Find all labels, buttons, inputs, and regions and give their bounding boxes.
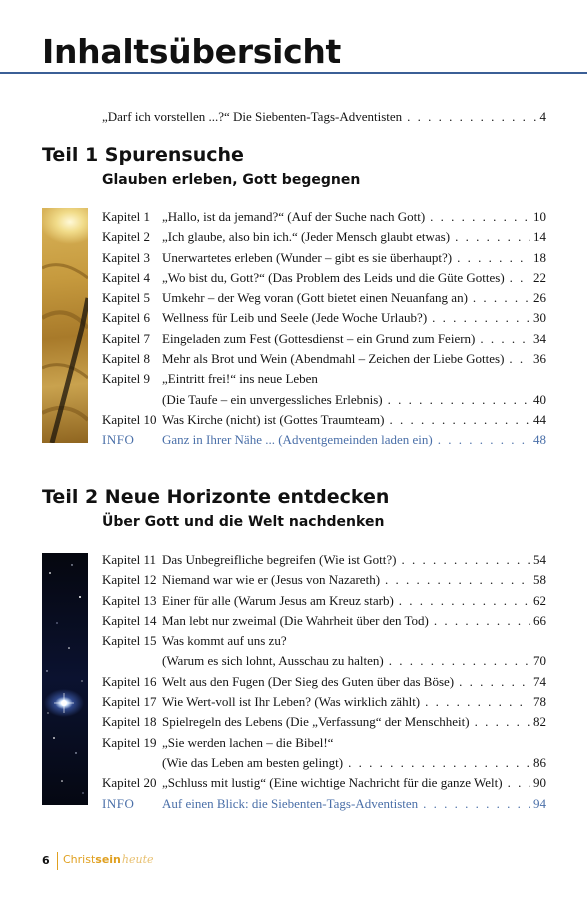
part-2-subtitle: Über Gott und die Welt nachdenken [102, 514, 385, 530]
toc-entry-continuation[interactable] [102, 753, 546, 773]
entry-title: „Schluss mit lustig“ (Eine wichtige Nachricht für die ganze Welt) [162, 775, 503, 791]
entry-title: Man lebt nur zweimal (Die Wahrheit über den Tod) [162, 612, 429, 628]
entry-title: „Darf ich vorstellen ...?“ Die Siebenten-Tags-Adventisten [102, 109, 403, 124]
toc-entry[interactable] [102, 308, 546, 328]
page-number: 62 [533, 592, 546, 608]
dot-leader [438, 430, 530, 450]
entry-title: Welt aus den Fugen (Der Sieg des Guten über das Böse) [162, 673, 455, 689]
chapter-label: Kapitel 8 [102, 351, 151, 367]
entry-title: „Hallo, ist da jemand?“ (Auf der Suche nach Gott) [162, 209, 426, 224]
page-number: 10 [533, 209, 546, 224]
dot-leader [425, 692, 530, 712]
info-label: INFO [102, 795, 135, 811]
toc-entry[interactable] [102, 773, 546, 793]
part-1-subtitle: Glauben erleben, Gott begegnen [102, 172, 361, 188]
toc-entry[interactable] [102, 248, 546, 268]
chapter-label: Kapitel 9 [102, 371, 151, 387]
brand-part-heute: heute [121, 853, 154, 866]
toc-entry[interactable] [102, 410, 546, 430]
dot-leader [407, 108, 536, 126]
page-title: Inhaltsübersicht [42, 32, 342, 71]
part-2-heading: Teil 2 Neue Horizonte entdecken [42, 486, 390, 508]
dot-leader [389, 410, 530, 430]
entry-title: (Die Taufe – ein unvergessliches Erlebnis) [162, 391, 383, 407]
chapter-label: Kapitel 2 [102, 229, 151, 245]
entry-title: (Warum es sich lohnt, Ausschau zu halten) [162, 653, 384, 669]
page-number: 66 [533, 612, 546, 628]
page-number: 86 [533, 754, 546, 770]
toc-entry[interactable] [102, 268, 546, 288]
starfield-illustration [42, 553, 88, 805]
brand-part-christ: Christ [63, 853, 96, 866]
chapter-label: Kapitel 17 [102, 694, 157, 710]
chapter-label: Kapitel 10 [102, 411, 157, 427]
entry-title: Einer für alle (Warum Jesus am Kreuz starb) [162, 592, 394, 608]
brand-part-sein: sein [95, 853, 121, 866]
toc-entry[interactable] [102, 369, 546, 389]
toc-entry-continuation[interactable] [102, 651, 546, 671]
dot-leader [455, 227, 530, 247]
entry-title: Wie Wert-voll ist Ihr Leben? (Was wirklich zählt) [162, 694, 421, 710]
toc-entry[interactable] [102, 692, 546, 712]
chapter-label: Kapitel 12 [102, 572, 157, 588]
page-number: 94 [533, 795, 546, 811]
toc-entry[interactable] [102, 591, 546, 611]
dot-leader [480, 329, 530, 349]
dot-leader [510, 268, 530, 288]
info-label: INFO [102, 432, 135, 448]
part-2-image [42, 553, 88, 805]
entry-title: „Ich glaube, also bin ich.“ (Jeder Mensch glaubt etwas) [162, 229, 451, 245]
chapter-label: Kapitel 13 [102, 592, 157, 608]
entry-title: Was kommt auf uns zu? [162, 633, 287, 649]
toc-entry-continuation[interactable] [102, 390, 546, 410]
page-number: 4 [539, 109, 546, 124]
entry-title: Das Unbegreifliche begreifen (Wie ist Gott?) [162, 552, 397, 567]
entry-title: Umkehr – der Weg voran (Gott bietet einen Neuanfang an) [162, 290, 468, 306]
chapter-label: Kapitel 11 [102, 552, 157, 567]
toc-entry[interactable] [102, 712, 546, 732]
toc-entry[interactable] [102, 611, 546, 631]
chapter-label: Kapitel 20 [102, 775, 157, 791]
page-number: 18 [533, 249, 546, 265]
toc-entry[interactable] [102, 631, 546, 651]
footer-divider [57, 852, 58, 870]
sand-wave-illustration [42, 208, 88, 443]
chapter-label: Kapitel 19 [102, 734, 157, 750]
page-number: 44 [533, 411, 546, 427]
toc-list-part-1 [102, 207, 546, 451]
part-1-heading: Teil 1 Spurensuche [42, 144, 244, 166]
chapter-label: Kapitel 5 [102, 290, 151, 306]
dot-leader [399, 591, 530, 611]
dot-leader [508, 773, 530, 793]
toc-entry[interactable] [102, 207, 546, 227]
dot-leader [385, 570, 530, 590]
page-number: 78 [533, 694, 546, 710]
entry-title: Was Kirche (nicht) ist (Gottes Traumteam) [162, 411, 385, 427]
dot-leader [434, 611, 530, 631]
entry-title: Eingeladen zum Fest (Gottesdienst – ein Grund zum Feiern) [162, 330, 476, 346]
dot-leader [388, 390, 530, 410]
dot-leader [401, 550, 530, 570]
toc-entry[interactable] [102, 329, 546, 349]
entry-title: Wellness für Leib und Seele (Jede Woche Urlaub?) [162, 310, 428, 326]
dot-leader [459, 672, 530, 692]
footer-page-number: 6 [42, 854, 50, 867]
page-number: 30 [533, 310, 546, 326]
chapter-label: Kapitel 15 [102, 633, 157, 649]
toc-entry[interactable] [102, 349, 546, 369]
toc-entry[interactable] [102, 227, 546, 247]
dot-leader [432, 308, 530, 328]
dot-leader [473, 288, 530, 308]
chapter-label: Kapitel 4 [102, 269, 151, 285]
chapter-label: Kapitel 16 [102, 673, 157, 689]
footer-brand-logo [63, 853, 154, 866]
page-number: 14 [533, 229, 546, 245]
toc-entry[interactable] [102, 733, 546, 753]
page-number: 70 [533, 653, 546, 669]
page-number: 90 [533, 775, 546, 791]
entry-title: Auf einen Blick: die Siebenten-Tags-Adventisten [162, 795, 419, 811]
title-rule [0, 72, 587, 74]
toc-list-part-2 [102, 550, 546, 814]
entry-title: Spielregeln des Lebens (Die „Verfassung“ der Menschheit) [162, 714, 470, 730]
part-1-image [42, 208, 88, 443]
entry-title: „Wo bist du, Gott?“ (Das Problem des Leids und die Güte Gottes) [162, 269, 505, 285]
page-number: 36 [533, 351, 546, 367]
entry-title: „Sie werden lachen – die Bibel!“ [162, 734, 334, 750]
entry-title: (Wie das Leben am besten gelingt) [162, 754, 344, 770]
page-number: 82 [533, 714, 546, 730]
toc-entry[interactable] [102, 570, 546, 590]
dot-leader [389, 651, 530, 671]
chapter-label: Kapitel 14 [102, 612, 157, 628]
chapter-label: Kapitel 3 [102, 249, 151, 265]
chapter-label: Kapitel 6 [102, 310, 151, 326]
toc-entry[interactable] [102, 288, 546, 308]
page-number: 26 [533, 290, 546, 306]
dot-leader [509, 349, 530, 369]
chapter-label: Kapitel 1 [102, 209, 151, 224]
entry-title: Ganz in Ihrer Nähe ... (Adventgemeinden laden ein) [162, 432, 433, 448]
entry-title: Mehr als Brot und Wein (Abendmahl – Zeichen der Liebe Gottes) [162, 351, 505, 367]
chapter-label: Kapitel 18 [102, 714, 157, 730]
page-number: 48 [533, 432, 546, 448]
entry-title: „Eintritt frei!“ ins neue Leben [162, 371, 318, 387]
entry-title: Unerwartetes erleben (Wunder – gibt es sie überhaupt?) [162, 249, 453, 265]
chapter-label: Kapitel 7 [102, 330, 151, 346]
page-number: 54 [533, 552, 546, 567]
page-number: 40 [533, 391, 546, 407]
toc-entry[interactable] [102, 672, 546, 692]
dot-leader [348, 753, 530, 773]
toc-entry-info[interactable] [102, 794, 546, 814]
dot-leader [457, 248, 530, 268]
page-number: 34 [533, 330, 546, 346]
dot-leader [423, 794, 530, 814]
dot-leader [475, 712, 530, 732]
page-number: 22 [533, 269, 546, 285]
toc-entry-intro[interactable] [102, 108, 546, 126]
page-number: 58 [533, 572, 546, 588]
toc-entry-info[interactable] [102, 430, 546, 450]
toc-entry[interactable] [102, 550, 546, 570]
entry-title: Niemand war wie er (Jesus von Nazareth) [162, 572, 381, 588]
page-number: 74 [533, 673, 546, 689]
dot-leader [430, 207, 530, 227]
